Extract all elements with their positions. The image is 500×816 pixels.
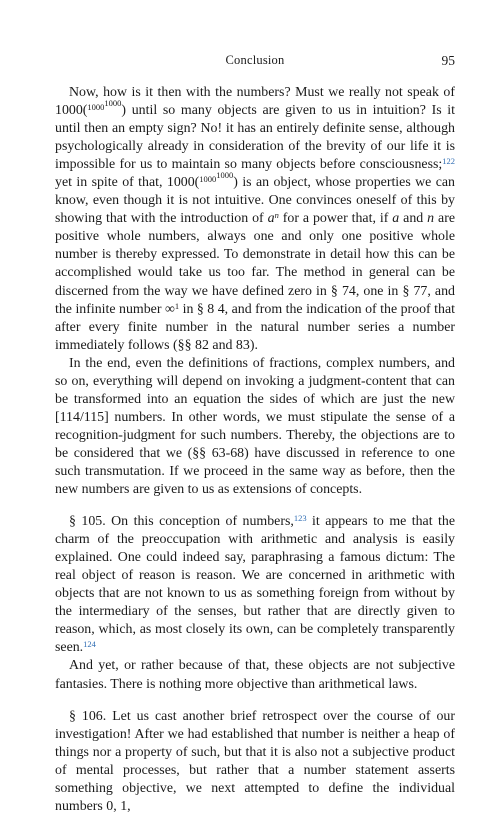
footnote-ref-123[interactable]: 123: [293, 513, 307, 524]
superscript-nested: 1000: [216, 170, 234, 181]
variable-n: n: [274, 210, 279, 221]
text-run: ) until so many objects are given to us in intuition? Is it until then an empty sign? No! it has an entirely definite sense, although psychologically already in consideration of the brevity of our life it is impossible for us to maintain so many objects before consciousness;: [55, 103, 455, 173]
superscript-1: 1: [174, 300, 180, 311]
variable-n: n: [427, 211, 435, 227]
text-run: ) is an object, whose properties we can know, even though it is not intuitive. One convinces oneself of this by showing that with the introduction of: [55, 175, 456, 227]
text-run: Now, how is it then with the numbers? Must we really not speak of 1000(: [55, 85, 455, 119]
text-run: in § 8 4, and from the indication of the proof that after every finite number in the natural number series a number immediately follows (§§ 82 and 83).: [55, 301, 455, 353]
paragraph-4: And yet, or rather because of that, these objects are not subjective fantasies. There is nothing more objective than arithmetical laws.: [55, 658, 455, 692]
text-run: are positive whole numbers, always one and only one positive whole number is thereby expressed. To demonstrate in detail how this can be accomplished would take us too far. The method in general can be discerned from the way we have defined zero in § 74, one in § 77, and the infinite number ∞: [55, 211, 455, 317]
page-header: [55, 53, 455, 71]
text-run: it appears to me that the charm of the preoccupation with arithmetic and analysis is easily explained. One could indeed say, paraphrasing a famous dictum: The real object of reason is reason. We are concerned in arithmetic with objects that are not known to us as something foreign from without by the intermediary of the senses, but rather that are directly given to reason, which, as most closely its own, can be completely transparently seen.: [55, 514, 455, 656]
body-text: [55, 84, 455, 816]
superscript: [199, 170, 234, 185]
text-run: for a power that, if: [278, 211, 393, 227]
superscript-nested: 1000: [104, 98, 122, 109]
paragraph-2: In the end, even the definitions of fractions, complex numbers, and so on, everything will depend on invoking a judgment-content that can be transformed into an equation the sides of which are just the new [114/115] numbers. In other words, we must stipulate the sense of a recognition-judgment for such numbers. Thereby, the objections are to be considered that we (§§ 63-68) have discussed in reference to one such transmutation. If we proceed in the same way as before, then the new numbers are given to us as extensions of concepts.: [55, 355, 455, 498]
superscript-text: 1000: [199, 174, 217, 185]
superscript-text: 1000: [87, 102, 105, 113]
superscript: [87, 98, 122, 113]
page-number: 95: [441, 53, 455, 68]
variable-a: a: [267, 211, 275, 227]
text-run: § 105. On this conception of numbers,: [69, 514, 294, 530]
paragraph-1: [55, 84, 455, 355]
paragraph-section-105: [55, 513, 455, 657]
text-run: and: [399, 211, 428, 227]
footnote-ref-122[interactable]: 122: [442, 156, 455, 167]
variable-a: a: [392, 211, 400, 227]
text-run: yet in spite of that, 1000(: [55, 175, 200, 191]
footnote-ref-124[interactable]: 124: [83, 639, 96, 650]
paragraph-section-106: § 106. Let us cast another brief retrospect over the course of our investigation! After we had established that number is neither a heap of things nor a property of such, but that it is also not a subjective product of mental processes, but rather that a number statement asserts something objective, we next attempted to define the individual numbers 0, 1,: [55, 708, 455, 814]
running-title: Conclusion: [225, 53, 285, 67]
